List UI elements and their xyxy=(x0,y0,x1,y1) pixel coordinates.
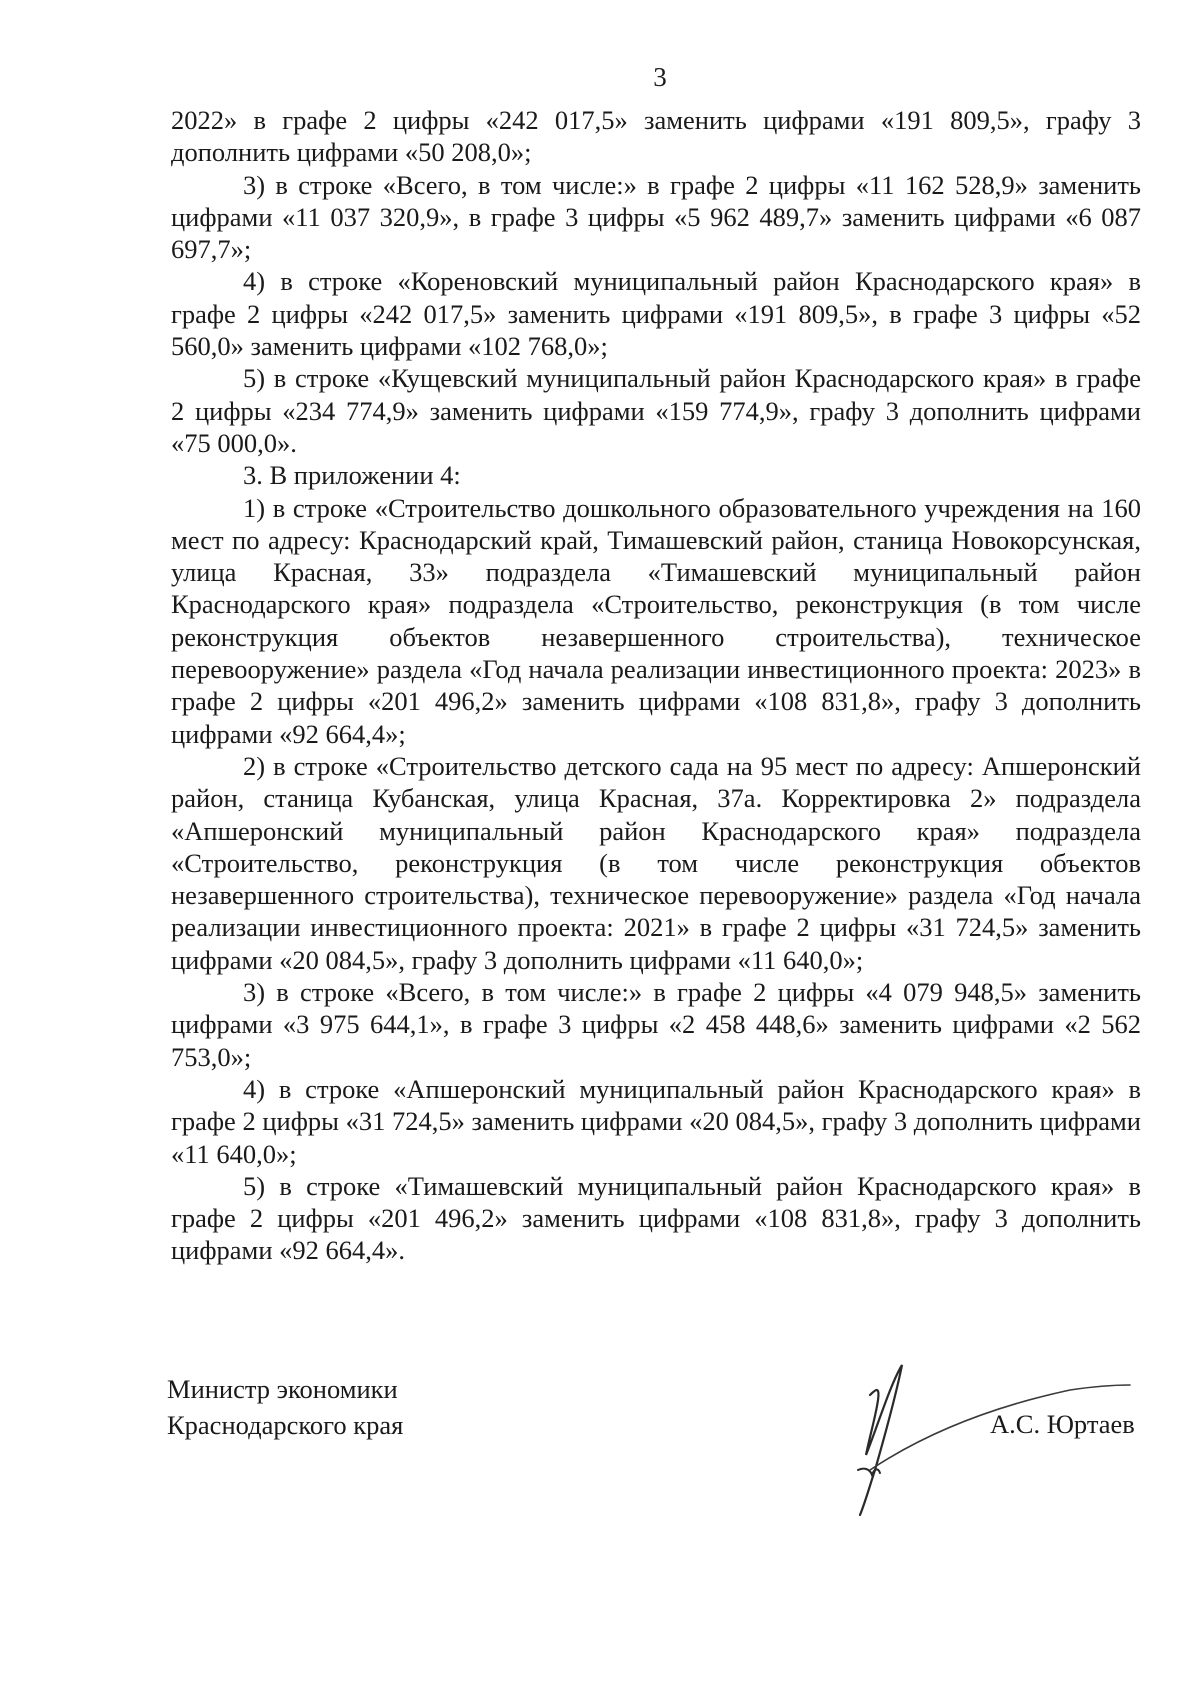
paragraph: 4) в строке «Кореновский муниципальный район Краснодарского края» в графе 2 цифры «242 017,5» заменить цифрами «191 809,5», в графе 3 цифры «52 560,0» заменить цифрами «102 768,0»; xyxy=(171,266,1141,362)
section-heading: 3. В приложении 4: xyxy=(243,460,461,491)
paragraph: 5) в строке «Тимашевский муниципальный район Краснодарского края» в графе 2 цифры «201 496,2» заменить цифрами «108 831,8», графу 3 дополнить цифрами «92 664,4». xyxy=(171,1170,1141,1266)
paragraph: 3) в строке «Всего, в том числе:» в графе 2 цифры «11 162 528,9» заменить цифрами «11 037 320,9», в графе 3 цифры «5 962 489,7» заменить цифрами «6 087 697,7»; xyxy=(171,169,1141,265)
signer-position xyxy=(167,1371,403,1443)
paragraph: 4) в строке «Апшеронский муниципальный район Краснодарского края» в графе 2 цифры «31 724,5» заменить цифрами «20 084,5», графу 3 дополнить цифрами «11 640,0»; xyxy=(171,1073,1141,1169)
signer-name: А.С. Юртаев xyxy=(990,1409,1135,1439)
paragraph: 5) в строке «Кущевский муниципальный район Краснодарского края» в графе 2 цифры «234 774,9» заменить цифрами «159 774,9», графу 3 дополнить цифрами «75 000,0». xyxy=(171,363,1141,458)
page-number: 3 xyxy=(653,62,667,92)
paragraph: 3) в строке «Всего, в том числе:» в графе 2 цифры «4 079 948,5» заменить цифрами «3 975 644,1», в графе 3 цифры «2 458 448,6» заменить цифрами «2 562 753,0»; xyxy=(171,977,1141,1072)
paragraph: 1) в строке «Строительство дошкольного образовательного учреждения на 160 мест по адресу: Краснодарский край, Тимашевский район, станица Новокорсунская, улица Красная, 33» подраздела «Тимашевский муниципальный район Краснодарского края» подраздела «Строительство, реконструкция (в том числе реконструкция объектов незавершенного строительства), техническое перевооружение» раздела «Год начала реализации инвестиционного проекта: 2023» в графе 2 цифры «201 496,2» заменить цифрами «108 831,8», графу 3 дополнить цифрами «92 664,4»; xyxy=(171,492,1141,749)
document-body xyxy=(171,104,1141,1267)
signer-position-line-2: Краснодарского края xyxy=(167,1410,404,1440)
paragraph: 2) в строке «Строительство детского сада на 95 мест по адресу: Апшеронский район, станица Кубанская, улица Красная, 37а. Корректировка 2» подраздела «Апшеронский муниципальный район Краснодарского края» подраздела «Строительство, реконструкция (в том числе реконструкция объектов незавершенного строительства), техническое перевооружение» раздела «Год начала реализации инвестиционного проекта: 2021» в графе 2 цифры «31 724,5» заменить цифрами «20 084,5», графу 3 дополнить цифрами «11 640,0»; xyxy=(171,750,1141,975)
signer-position-line-1: Министр экономики xyxy=(167,1374,398,1404)
paragraph: 2022» в графе 2 цифры «242 017,5» заменить цифрами «191 809,5», графу 3 дополнить цифрами «50 208,0»; xyxy=(171,105,1141,168)
